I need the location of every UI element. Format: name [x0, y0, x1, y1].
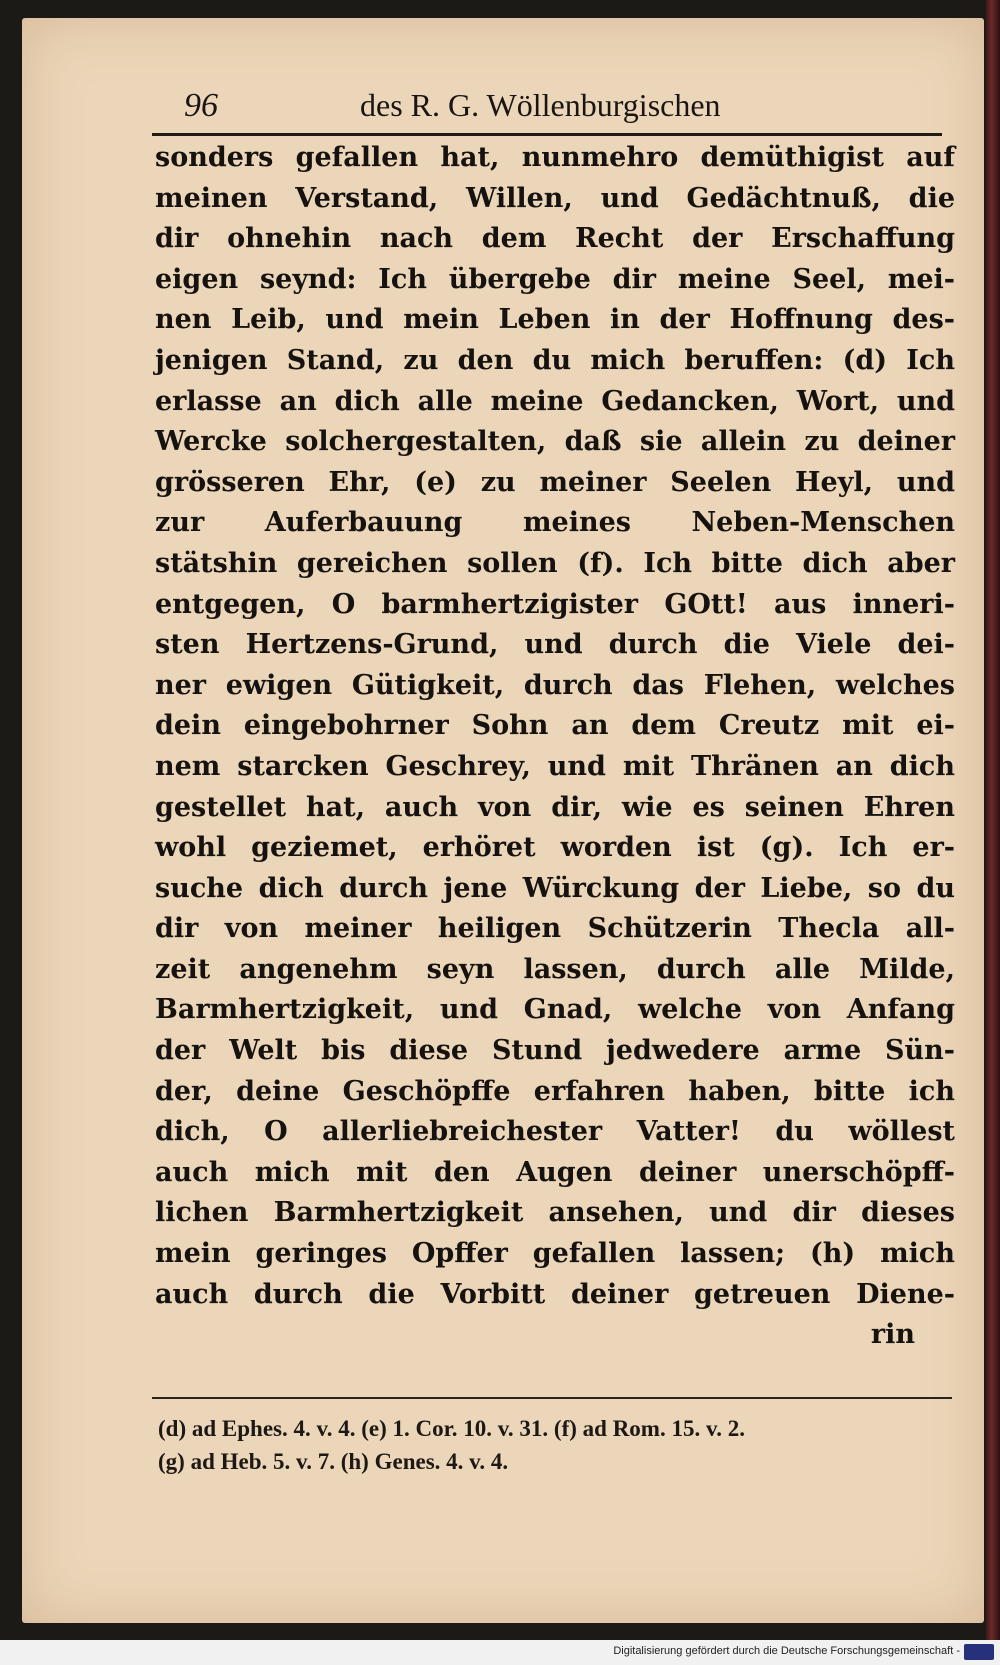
book-spine — [986, 0, 1000, 1665]
text-line: jenigen Stand, zu den du mich beruffen: (d) Ich — [155, 344, 955, 376]
running-title: des R. G. Wöllenburgischen — [360, 87, 721, 123]
text-line: wohl geziemet, erhöret worden ist (g). Ich er- — [155, 832, 955, 864]
text-line: erlasse an dich alle meine Gedancken, Wort, und — [155, 385, 955, 417]
text-line: gestellet hat, auch von dir, wie es seinen Ehren — [155, 791, 955, 823]
text-line: entgegen, O barmhertzigister GOtt! aus inneri- — [155, 588, 955, 620]
text-line: suche dich durch jene Würckung der Liebe, so du — [155, 872, 955, 904]
text-line: der Welt bis diese Stund jedwedere arme Sün- — [155, 1035, 955, 1067]
text-line: Wercke solchergestalten, daß sie allein zu deiner — [155, 426, 955, 458]
text-line: meinen Verstand, Willen, und Gedächtnuß, die — [155, 182, 955, 214]
text-line: dir von meiner heiligen Schützerin Thecla all- — [155, 913, 955, 945]
header-rule — [152, 133, 942, 136]
text-line: nem starcken Geschrey, und mit Thränen an dich — [155, 750, 955, 782]
text-line: Barmhertzigkeit, und Gnad, welche von Anfang — [155, 994, 955, 1026]
dfg-logo — [964, 1644, 994, 1660]
footnote-rule — [152, 1397, 952, 1399]
text-line: dein eingebohrner Sohn an dem Creutz mit ei- — [155, 710, 955, 742]
funding-credit: Digitalisierung gefördert durch die Deutsche Forschungsgemeinschaft - — [613, 1645, 960, 1657]
text-line: auch mich mit den Augen deiner unerschöpff- — [155, 1156, 955, 1188]
text-line: sonders gefallen hat, nunmehro demüthigist auf — [155, 142, 955, 173]
footnote-line: (d) ad Ephes. 4. v. 4. (e) 1. Cor. 10. v. 31. (f) ad Rom. 15. v. 2. — [158, 1416, 745, 1441]
text-line: sten Hertzens-Grund, und durch die Viele dei- — [155, 629, 955, 661]
text-line: zur Auferbauung meines Neben-Menschen — [155, 507, 955, 539]
text-line: lichen Barmhertzigkeit ansehen, und dir dieses — [155, 1197, 955, 1229]
page-number: 96 — [184, 87, 218, 124]
text-line: auch durch die Vorbitt deiner getreuen Diene- — [155, 1278, 955, 1310]
text-line: dich, O allerliebreichester Vatter! du wöllest — [155, 1116, 955, 1148]
text-line: dir ohnehin nach dem Recht der Erschaffung — [155, 223, 955, 255]
footnote-line: (g) ad Heb. 5. v. 7. (h) Genes. 4. v. 4. — [158, 1449, 509, 1474]
text-line: grösseren Ehr, (e) zu meiner Seelen Heyl, und — [155, 466, 955, 498]
text-line: der, deine Geschöpffe erfahren haben, bitte ich — [155, 1075, 955, 1107]
page-header — [150, 85, 940, 129]
catchword: rin — [870, 1319, 915, 1351]
text-line: zeit angenehm seyn lassen, durch alle Milde, — [155, 953, 955, 985]
text-line: nen Leib, und mein Leben in der Hoffnung des- — [155, 304, 955, 336]
text-line: stätshin gereichen sollen (f). Ich bitte dich aber — [155, 547, 955, 579]
body-text — [155, 138, 955, 1356]
digitization-footer — [0, 1640, 1000, 1665]
text-line: eigen seynd: Ich übergebe dir meine Seel, mei- — [155, 263, 955, 295]
footnotes — [158, 1412, 958, 1478]
text-line: mein geringes Opffer gefallen lassen; (h) mich — [155, 1238, 955, 1270]
text-line: ner ewigen Gütigkeit, durch das Flehen, welches — [155, 669, 955, 701]
